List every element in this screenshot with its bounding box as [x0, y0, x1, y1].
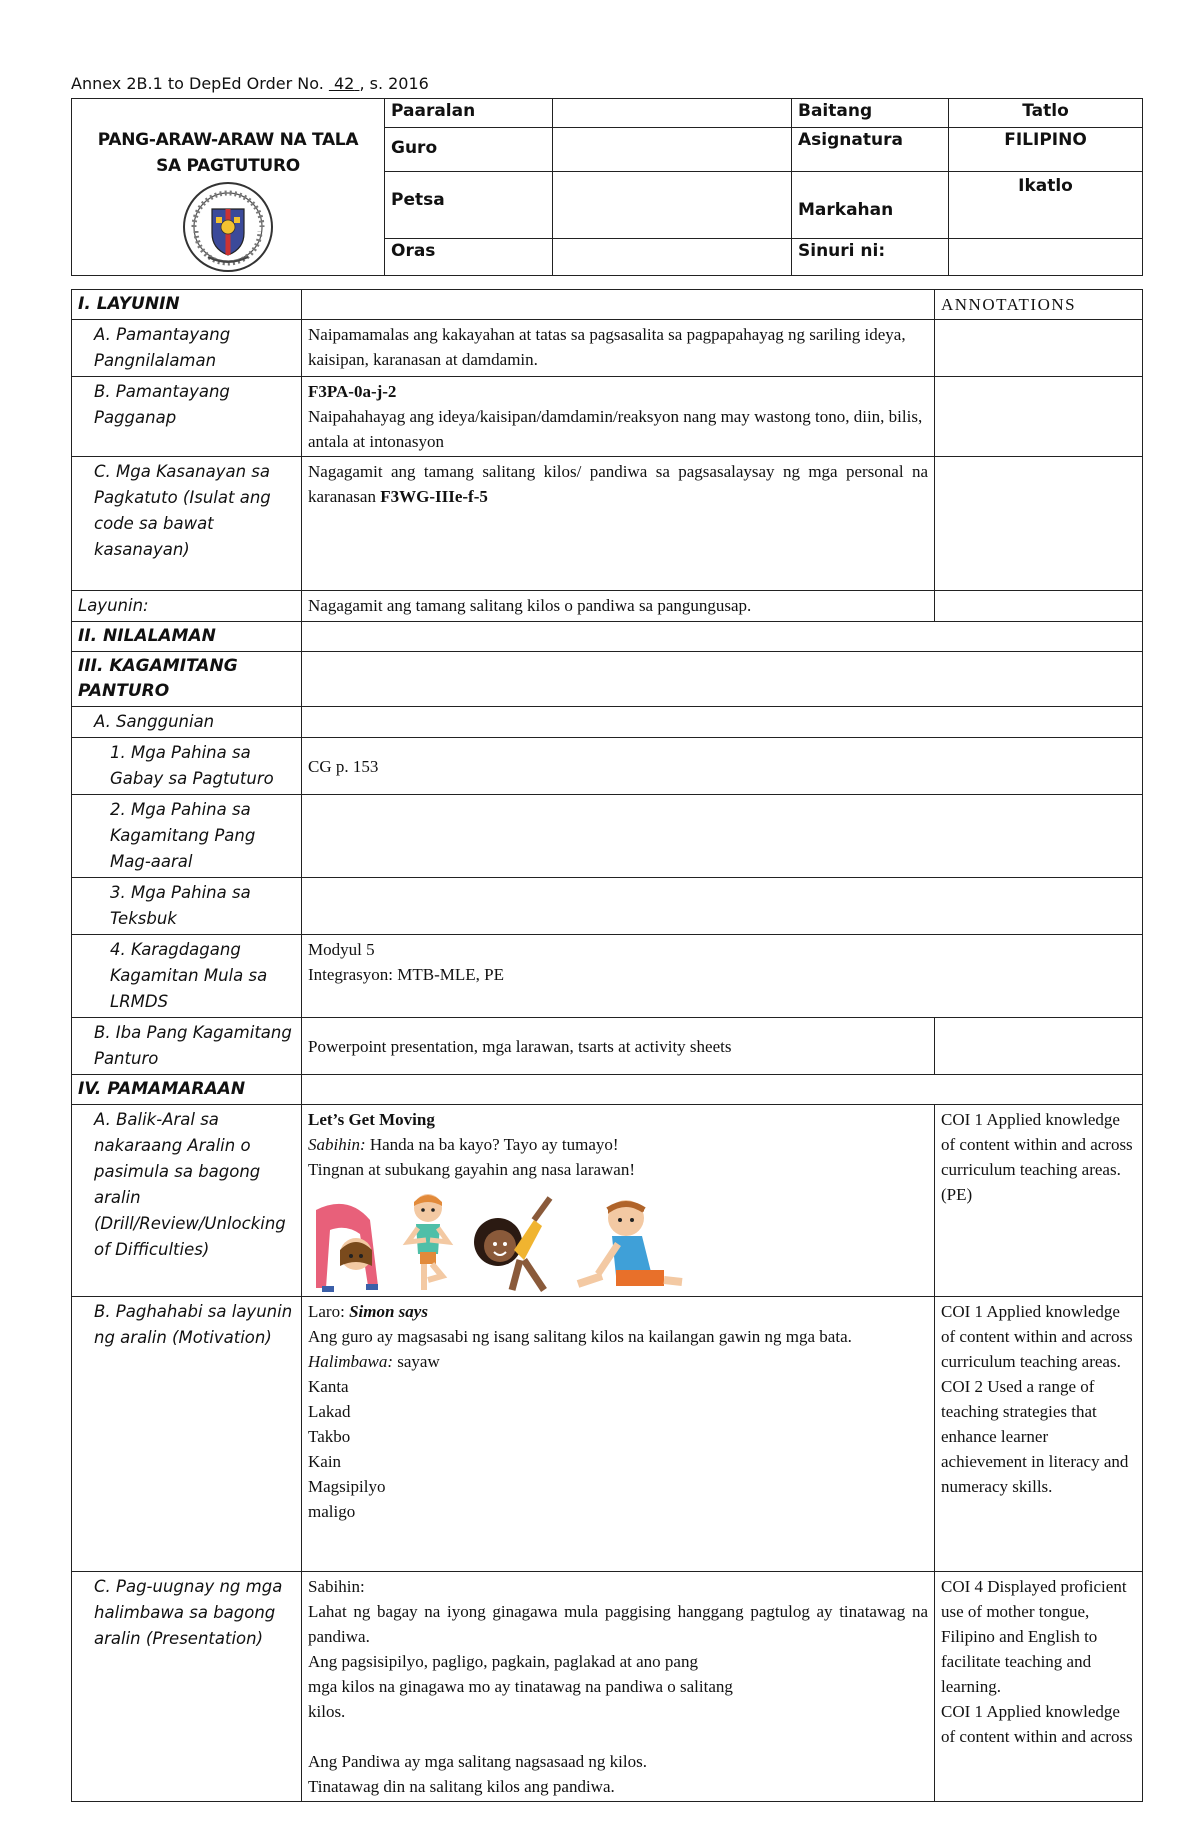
iba-label: B. Iba Pang Kagamitang Panturo: [72, 1018, 302, 1075]
halimbawa-first: sayaw: [393, 1352, 440, 1371]
asignatura-label: Asignatura: [792, 127, 949, 172]
annotations-heading: ANNOTATIONS: [935, 290, 1143, 320]
kid-bending-icon: [308, 1190, 392, 1294]
pagganap-row: [72, 377, 1143, 457]
pamamaraan-heading: IV. PAMAMARAAN: [72, 1075, 302, 1105]
lrmds-line1: Modyul 5: [308, 940, 375, 959]
balik-aral-title: Let’s Get Moving: [308, 1110, 435, 1129]
laro-prefix: Laro:: [308, 1302, 350, 1321]
petsa-field[interactable]: [553, 172, 792, 239]
kagamitan-heading: III. KAGAMITANG PANTURO: [72, 652, 302, 707]
kid-tree-pose-icon: [398, 1190, 458, 1294]
balik-aral-sabihin: Sabihin:: [308, 1135, 366, 1154]
deped-seal-icon: [182, 181, 274, 273]
header-title-cell: [72, 99, 385, 276]
paguugnay-row: [72, 1572, 1143, 1802]
paguugnay-paragraph-1: Lahat ng bagay na iyong ginagawa mula paggising hanggang pagtulog ay tinatawag na pandiwa.: [308, 1602, 928, 1646]
layunin-item-row: [72, 591, 1143, 622]
pagganap-code: F3PA-0a-j-2: [308, 382, 397, 401]
sanggunian-label: A. Sanggunian: [72, 707, 302, 738]
halimbawa-label: Halimbawa:: [308, 1352, 393, 1371]
paguugnay-annotation-2: COI 1 Applied knowledge of content within and across: [941, 1702, 1133, 1746]
kid-sitting-stretch-icon: [572, 1190, 686, 1294]
paguugnay-paragraph-3b: Tinatawag din na salitang kilos ang pandiwa.: [308, 1777, 615, 1796]
paguugnay-paragraph-2a: Ang pagsisipilyo, pagligo, pagkain, paglakad at ano pang: [308, 1652, 698, 1671]
exercise-pictures: [308, 1186, 928, 1294]
gabay-row: [72, 738, 1143, 795]
petsa-label: Petsa: [385, 172, 553, 239]
iba-value: Powerpoint presentation, mga larawan, tsarts at activity sheets: [302, 1018, 935, 1075]
balik-aral-annotation-pe: (PE): [941, 1185, 973, 1204]
paguugnay-paragraph-2c: kilos.: [308, 1702, 346, 1721]
sinuri-label: Sinuri ni:: [792, 239, 949, 276]
balik-aral-line1: Handa na ba kayo? Tayo ay tumayo!: [365, 1135, 619, 1154]
kasanayan-row: [72, 457, 1143, 591]
pagganap-label: B. Pamantayang Pagganap: [72, 377, 302, 457]
paguugnay-paragraph-2b: mga kilos na ginagawa mo ay tinatawag na pandiwa o salitang: [308, 1677, 733, 1696]
gabay-label: 1. Mga Pahina sa Gabay sa Pagtuturo: [72, 738, 302, 795]
balik-aral-label: A. Balik-Aral sa nakaraang Aralin o pasimula sa bagong aralin (Drill/Review/Unlocking of Difficulties): [72, 1105, 302, 1297]
kagamitang-label: 2. Mga Pahina sa Kagamitang Pang Mag-aaral: [72, 795, 302, 878]
paguugnay-label: C. Pag-uugnay ng mga halimbawa sa bagong aralin (Presentation): [72, 1572, 302, 1802]
guro-label: Guro: [385, 127, 553, 172]
paaralan-label: Paaralan: [385, 99, 553, 128]
action-word-2: Lakad: [308, 1402, 351, 1421]
oras-field[interactable]: [553, 239, 792, 276]
kid-side-stretch-icon: [464, 1190, 566, 1294]
lesson-table: [71, 289, 1143, 1802]
annex-prefix: Annex 2B.1 to DepEd Order No.: [71, 74, 324, 93]
lrmds-row: [72, 935, 1143, 1018]
paghahabi-annotation-1: COI 1 Applied knowledge of content within and across curriculum teaching areas.: [941, 1302, 1133, 1371]
pangnilalaman-row: [72, 320, 1143, 377]
paguugnay-annotation-1: COI 4 Displayed proficient use of mother tongue, Filipino and English to facilitate teaching and learning.: [941, 1577, 1127, 1696]
paghahabi-label: B. Paghahabi sa layunin ng aralin (Motivation): [72, 1297, 302, 1572]
gabay-value: CG p. 153: [302, 738, 1143, 795]
iba-row: [72, 1018, 1143, 1075]
layunin-label: Layunin:: [72, 591, 302, 622]
teksbuk-row: [72, 878, 1143, 935]
kasanayan-text: Nagagamit ang tamang salitang kilos/ pandiwa sa pagsasalaysay ng mga personal na karanasan: [308, 462, 928, 506]
layunin-row: [72, 290, 1143, 320]
layunin-text: Nagagamit ang tamang salitang kilos o pandiwa sa pangungusap.: [302, 591, 935, 622]
form-title-line2: SA PAGTUTURO: [156, 156, 300, 176]
header-table: [71, 98, 1143, 276]
markahan-value: Ikatlo: [949, 172, 1143, 239]
action-word-3: Takbo: [308, 1427, 351, 1446]
paguugnay-paragraph-3a: Ang Pandiwa ay mga salitang nagsasaad ng kilos.: [308, 1752, 647, 1771]
sanggunian-row: [72, 707, 1143, 738]
pangnilalaman-text: Naipamamalas ang kakayahan at tatas sa pagsasalita sa pagpapahayag ng sariling ideya, kaisipan, karanasan at damdamin.: [302, 320, 935, 377]
action-word-6: maligo: [308, 1502, 356, 1521]
balik-aral-row: [72, 1105, 1143, 1297]
paguugnay-sabihin: Sabihin:: [308, 1577, 365, 1596]
action-word-5: Magsipilyo: [308, 1477, 386, 1496]
laro-title: Simon says: [349, 1302, 428, 1321]
annex-series: , s. 2016: [359, 74, 429, 93]
pangnilalaman-label: A. Pamantayang Pangnilalaman: [72, 320, 302, 377]
balik-aral-line2: Tingnan at subukang gayahin ang nasa larawan!: [308, 1160, 636, 1179]
annex-number: 42: [333, 74, 355, 93]
teksbuk-label: 3. Mga Pahina sa Teksbuk: [72, 878, 302, 935]
guro-field[interactable]: [553, 127, 792, 172]
pagganap-text: Naipahahayag ang ideya/kaisipan/damdamin/reaksyon nang may wastong tono, diin, bilis, antala at intonasyon: [308, 407, 923, 451]
oras-label: Oras: [385, 239, 553, 276]
nilalaman-row: [72, 622, 1143, 652]
paghahabi-annotation-2: COI 2 Used a range of teaching strategies that enhance learner achievement in literacy and numeracy skills.: [941, 1377, 1129, 1496]
asignatura-value: FILIPINO: [949, 127, 1143, 172]
sinuri-field[interactable]: [949, 239, 1143, 276]
paaralan-field[interactable]: [553, 99, 792, 128]
lrmds-line2: Integrasyon: MTB-MLE, PE: [308, 965, 504, 984]
layunin-heading: I. LAYUNIN: [72, 290, 302, 320]
paghahabi-row: [72, 1297, 1143, 1572]
pamamaraan-row: [72, 1075, 1143, 1105]
markahan-label: Markahan: [792, 172, 949, 239]
kasanayan-label: C. Mga Kasanayan sa Pagkatuto (Isulat ang code sa bawat kasanayan): [72, 457, 302, 591]
lrmds-label: 4. Karagdagang Kagamitan Mula sa LRMDS: [72, 935, 302, 1018]
kagamitang-row: [72, 795, 1143, 878]
nilalaman-heading: II. NILALAMAN: [72, 622, 302, 652]
baitang-value: Tatlo: [949, 99, 1143, 128]
kasanayan-code: F3WG-IIIe-f-5: [380, 487, 488, 506]
balik-aral-annotation: COI 1 Applied knowledge of content within and across curriculum teaching areas.: [941, 1110, 1133, 1179]
action-word-1: Kanta: [308, 1377, 349, 1396]
action-word-4: Kain: [308, 1452, 342, 1471]
baitang-label: Baitang: [792, 99, 949, 128]
form-title-line1: PANG-ARAW-ARAW NA TALA: [97, 130, 359, 150]
kagamitan-row: [72, 652, 1143, 707]
annex-line: [71, 74, 429, 93]
paghahabi-text: Ang guro ay magsasabi ng isang salitang kilos na kailangan gawin ng mga bata.: [308, 1327, 852, 1346]
